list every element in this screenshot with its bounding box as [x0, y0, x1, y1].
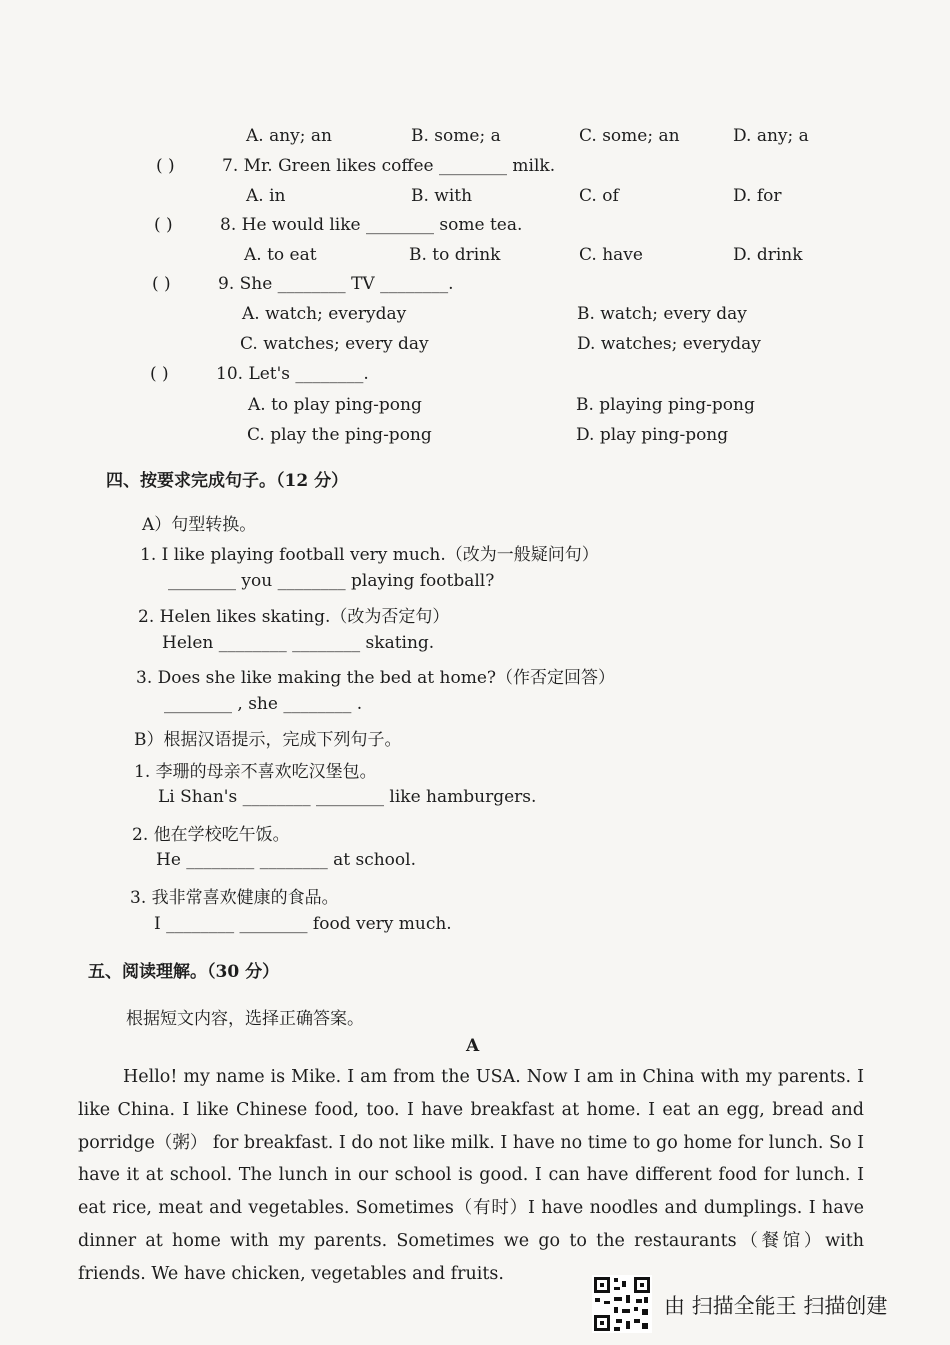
section-4-a3-answer-line[interactable]: ________ , she ________ .: [164, 694, 363, 714]
q9-answer-bracket[interactable]: ( ): [152, 274, 171, 294]
q6-option-d: D. any; a: [733, 126, 809, 146]
q10-option-c[interactable]: C. play the ping-pong: [247, 425, 432, 445]
scanner-watermark: 由 扫描全能王 扫描创建: [664, 1294, 888, 1318]
q10-option-b[interactable]: B. playing ping-pong: [576, 395, 755, 415]
section-4-a3-prompt: 3. Does she like making the bed at home?（作否定回答）: [136, 668, 616, 688]
q7-option-b[interactable]: B. with: [411, 186, 473, 206]
section-5-instruction: 根据短文内容，选择正确答案。: [126, 1009, 364, 1029]
section-4-b3-prompt: 3. 我非常喜欢健康的食品。: [130, 888, 339, 908]
q9-option-b[interactable]: B. watch; every day: [577, 304, 747, 324]
reading-passage: [78, 1061, 864, 1291]
q7-option-d[interactable]: D. for: [733, 186, 782, 206]
section-4-title: 四、按要求完成句子。（12 分）: [106, 471, 349, 491]
passage-label: A: [466, 1036, 480, 1056]
section-4-a1-answer-line[interactable]: ________ you ________ playing football?: [168, 571, 495, 591]
q9-option-c[interactable]: C. watches; every day: [240, 334, 429, 354]
q7-option-a[interactable]: A. in: [246, 186, 286, 206]
q7-option-c[interactable]: C. of: [579, 186, 619, 206]
q9-option-d[interactable]: D. watches; everyday: [577, 334, 761, 354]
q7-answer-bracket[interactable]: ( ): [156, 156, 175, 176]
q10-option-a[interactable]: A. to play ping-pong: [248, 395, 422, 415]
q9-option-a[interactable]: A. watch; everyday: [242, 304, 407, 324]
qr-code-icon: [592, 1275, 652, 1333]
q8-option-d[interactable]: D. drink: [733, 245, 803, 265]
q8-option-a[interactable]: A. to eat: [244, 245, 317, 265]
q8-option-b[interactable]: B. to drink: [409, 245, 501, 265]
section-4-a2-answer-line[interactable]: Helen ________ ________ skating.: [162, 633, 435, 653]
section-4-b1-answer-line[interactable]: Li Shan's ________ ________ like hamburgers.: [158, 787, 537, 807]
q6-option-c: C. some; an: [579, 126, 680, 146]
q6-option-b: B. some; a: [411, 126, 501, 146]
section-4-part-b-label: B）根据汉语提示，完成下列句子。: [134, 730, 402, 750]
q10-stem: 10. Let's ________.: [216, 364, 369, 384]
q8-stem: 8. He would like ________ some tea.: [220, 215, 523, 235]
section-4-b2-prompt: 2. 他在学校吃午饭。: [132, 825, 290, 845]
section-4-b3-answer-line[interactable]: I ________ ________ food very much.: [154, 914, 452, 934]
section-4-b2-answer-line[interactable]: He ________ ________ at school.: [156, 850, 416, 870]
reading-passage-text: Hello! my name is Mike. I am from the USA. Now I am in China with my parents. I like China. I like Chinese food, too. I have breakfast at home. I eat an egg, bread and porridge（粥） for breakfast. I do not like milk. I have no time to go home for lunch. So I have it at school. The lunch in our school is good. I can have different food for lunch. I eat rice, meat and vegetables. Sometimes（有时）I have noodles and dumplings. I have dinner at home with my parents. Sometimes we go to the restaurants（餐馆）with friends. We have chicken, vegetables and fruits.: [78, 1067, 864, 1284]
q9-stem: 9. She ________ TV ________.: [218, 274, 454, 294]
q8-answer-bracket[interactable]: ( ): [154, 215, 173, 235]
section-4-a1-prompt: 1. I like playing football very much.（改为一般疑问句）: [140, 545, 599, 565]
section-5-title: 五、阅读理解。（30 分）: [88, 962, 280, 982]
section-4-a2-prompt: 2. Helen likes skating.（改为否定句）: [138, 607, 450, 627]
q10-answer-bracket[interactable]: ( ): [150, 364, 169, 384]
q6-option-a: A. any; an: [246, 126, 332, 146]
q8-option-c[interactable]: C. have: [579, 245, 643, 265]
section-4-part-a-label: A）句型转换。: [142, 515, 257, 535]
q7-stem: 7. Mr. Green likes coffee ________ milk.: [222, 156, 556, 176]
section-4-b1-prompt: 1. 李珊的母亲不喜欢吃汉堡包。: [134, 762, 377, 782]
q10-option-d[interactable]: D. play ping-pong: [576, 425, 729, 445]
